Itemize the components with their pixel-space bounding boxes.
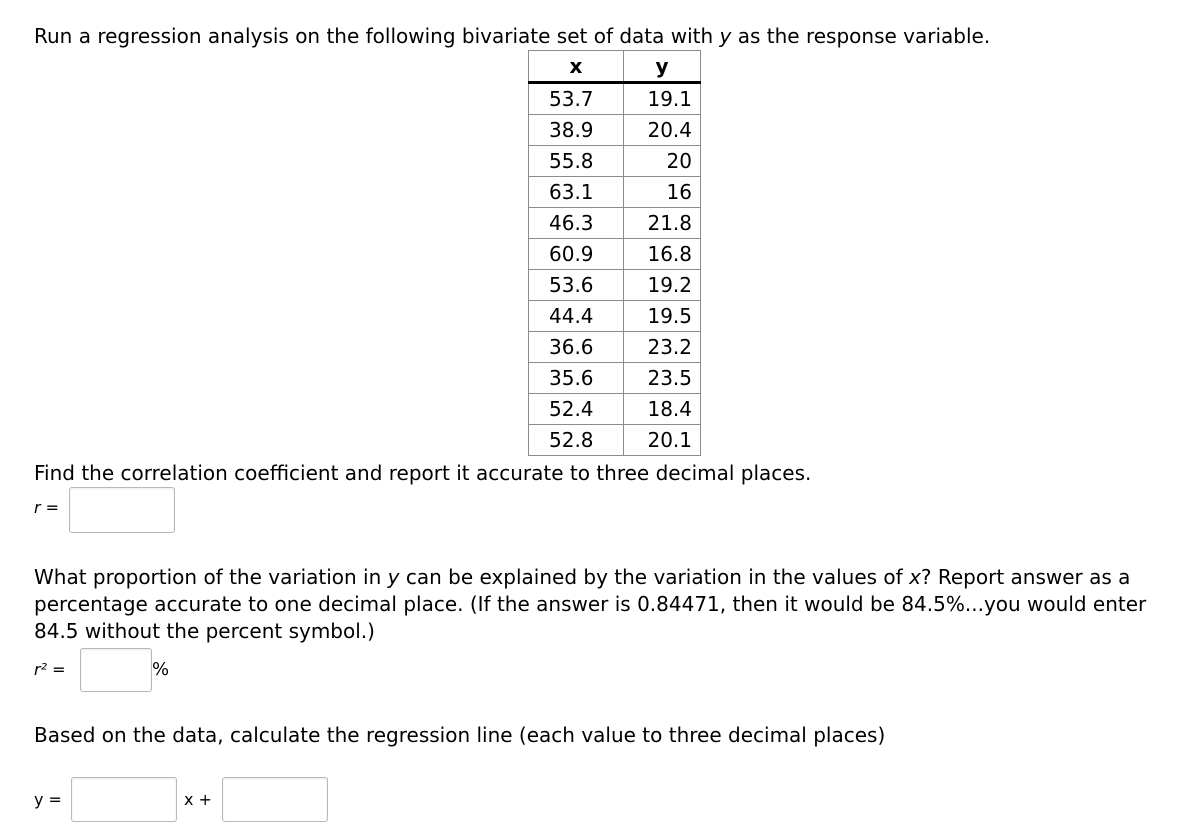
table-row: [529, 83, 701, 115]
x-value-cell: 55.8: [529, 146, 624, 177]
y-value-cell: 16.8: [624, 239, 701, 270]
regression-question: Based on the data, calculate the regression line (each value to three decimal places): [34, 723, 886, 747]
q2-y-var: y: [387, 565, 400, 589]
table-row: [529, 270, 701, 301]
y-value-cell: 20.4: [624, 115, 701, 146]
problem-intro: [34, 22, 990, 50]
table-row: [529, 332, 701, 363]
percent-unit: %: [152, 659, 170, 680]
x-value-cell: 63.1: [529, 177, 624, 208]
x-value-cell: 53.6: [529, 270, 624, 301]
table-header-y: y: [624, 51, 701, 83]
x-value-cell: 52.8: [529, 425, 624, 456]
y-value-cell: 18.4: [624, 394, 701, 425]
r-squared-var: r²: [34, 660, 47, 679]
r-label-var: r: [34, 498, 41, 517]
data-table: [528, 50, 701, 456]
r-squared-label: [34, 660, 66, 679]
y-value-cell: 19.1: [624, 83, 701, 115]
table-row: [529, 363, 701, 394]
y-value-cell: 16: [624, 177, 701, 208]
q2-x-var: x: [909, 565, 921, 589]
x-value-cell: 35.6: [529, 363, 624, 394]
table-row: [529, 208, 701, 239]
y-value-cell: 23.5: [624, 363, 701, 394]
correlation-input[interactable]: [69, 487, 175, 533]
y-value-cell: 20: [624, 146, 701, 177]
proportion-question: [34, 564, 1174, 645]
x-value-cell: 36.6: [529, 332, 624, 363]
regression-x-label: x +: [184, 790, 212, 809]
y-value-cell: 19.5: [624, 301, 701, 332]
slope-input[interactable]: [71, 777, 177, 822]
intro-text-before: Run a regression analysis on the following bivariate set of data with: [34, 24, 720, 48]
x-value-cell: 60.9: [529, 239, 624, 270]
y-value-cell: 21.8: [624, 208, 701, 239]
table-header-row: [529, 51, 701, 83]
r-label: [34, 498, 59, 517]
intro-text-after: as the response variable.: [731, 24, 991, 48]
intercept-input[interactable]: [222, 777, 328, 822]
x-value-cell: 53.7: [529, 83, 624, 115]
table-row: [529, 301, 701, 332]
table-row: [529, 146, 701, 177]
x-value-cell: 46.3: [529, 208, 624, 239]
table-row: [529, 239, 701, 270]
table-body: [529, 83, 701, 456]
x-value-cell: 52.4: [529, 394, 624, 425]
table-row: [529, 394, 701, 425]
intro-y-var: y: [719, 24, 732, 48]
q2-text-2: can be explained by the variation in the values of: [399, 565, 910, 589]
y-value-cell: 20.1: [624, 425, 701, 456]
table-row: [529, 425, 701, 456]
y-value-cell: 23.2: [624, 332, 701, 363]
x-value-cell: 38.9: [529, 115, 624, 146]
regression-y-label: y =: [34, 790, 62, 809]
r-squared-eq: =: [47, 660, 66, 679]
y-value-cell: 19.2: [624, 270, 701, 301]
table-header-x: x: [529, 51, 624, 83]
q2-text-3: ? Report answer as a percentage accurate to one decimal place. (If the answer is 0.84471, then it would be 84.5%...you would enter 84.5 without the percent symbol.): [34, 565, 1147, 643]
x-value-cell: 44.4: [529, 301, 624, 332]
table-row: [529, 177, 701, 208]
q2-text-1: What proportion of the variation in: [34, 565, 388, 589]
table-row: [529, 115, 701, 146]
r-label-eq: =: [40, 498, 60, 517]
r-squared-input[interactable]: [80, 648, 152, 692]
correlation-question: Find the correlation coefficient and report it accurate to three decimal places.: [34, 461, 812, 485]
